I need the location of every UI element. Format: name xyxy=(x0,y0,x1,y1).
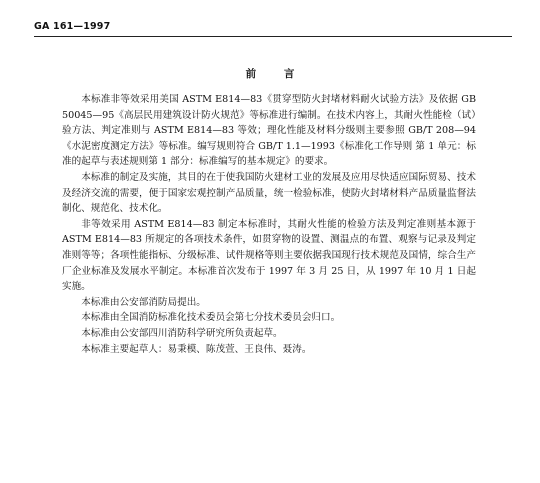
header-divider xyxy=(34,36,512,37)
paragraph-drafting-unit: 本标准由公安部四川消防科学研究所负责起草。 xyxy=(81,327,283,339)
paragraph-proposer: 本标准由公安部消防局提出。 xyxy=(81,296,206,308)
foreword-title: 前 言 xyxy=(245,68,307,80)
foreword-body xyxy=(62,92,476,357)
paragraph-purpose: 本标准的制定及实施，其目的在于使我国防火建材工业的发展及应用尽快适应国际贸易、技术及经济交流的需要，便于国家宏观控制产品质量，统一检验标准，使防火封堵材料产品质量监督法制化、规范化、技术化。 xyxy=(62,171,476,215)
paragraph-drafters: 本标准主要起草人：易秉模、陈茂萱、王良伟、聂涛。 xyxy=(81,343,312,355)
paragraph-committee: 本标准由全国消防标准化技术委员会第七分技术委员会归口。 xyxy=(81,312,341,324)
paragraph-methods: 非等效采用 ASTM E814—83 制定本标准时，其耐火性能的检验方法及判定准则基本源于 ASTM E814—83 所规定的各项技术条件，如贯穿物的设置、测温点的布置、观察与记录及判定准则等等；各项性能指标、分级标准、试件规格等则主要依据我国现行技术规范及国情，综合生产厂企业标准及发展水平制定。本标准首次发布于 1997 年 3 月 25 日，从 1997 年 10 月 1 日起实施。 xyxy=(62,218,476,293)
paragraph-adoption: 本标准非等效采用美国 ASTM E814—83《贯穿型防火封堵材料耐火试验方法》及依据 GB 50045—95《高层民用建筑设计防火规范》等标准进行编制。在技术内容上，其耐火性能检（试）验方法、判定准则与 ASTM E814—83 等效；理化性能及材料分级则主要参照 GB/T 208—94《水泥密度测定方法》等标准。编写规则符合 GB/T 1.1—1993《标准化工作导则 第 1 单元：标准的起草与表述规则第 1 部分：标准编写的基本规定》的要求。 xyxy=(62,94,476,168)
standard-code-header: GA 161—1997 xyxy=(34,21,111,32)
